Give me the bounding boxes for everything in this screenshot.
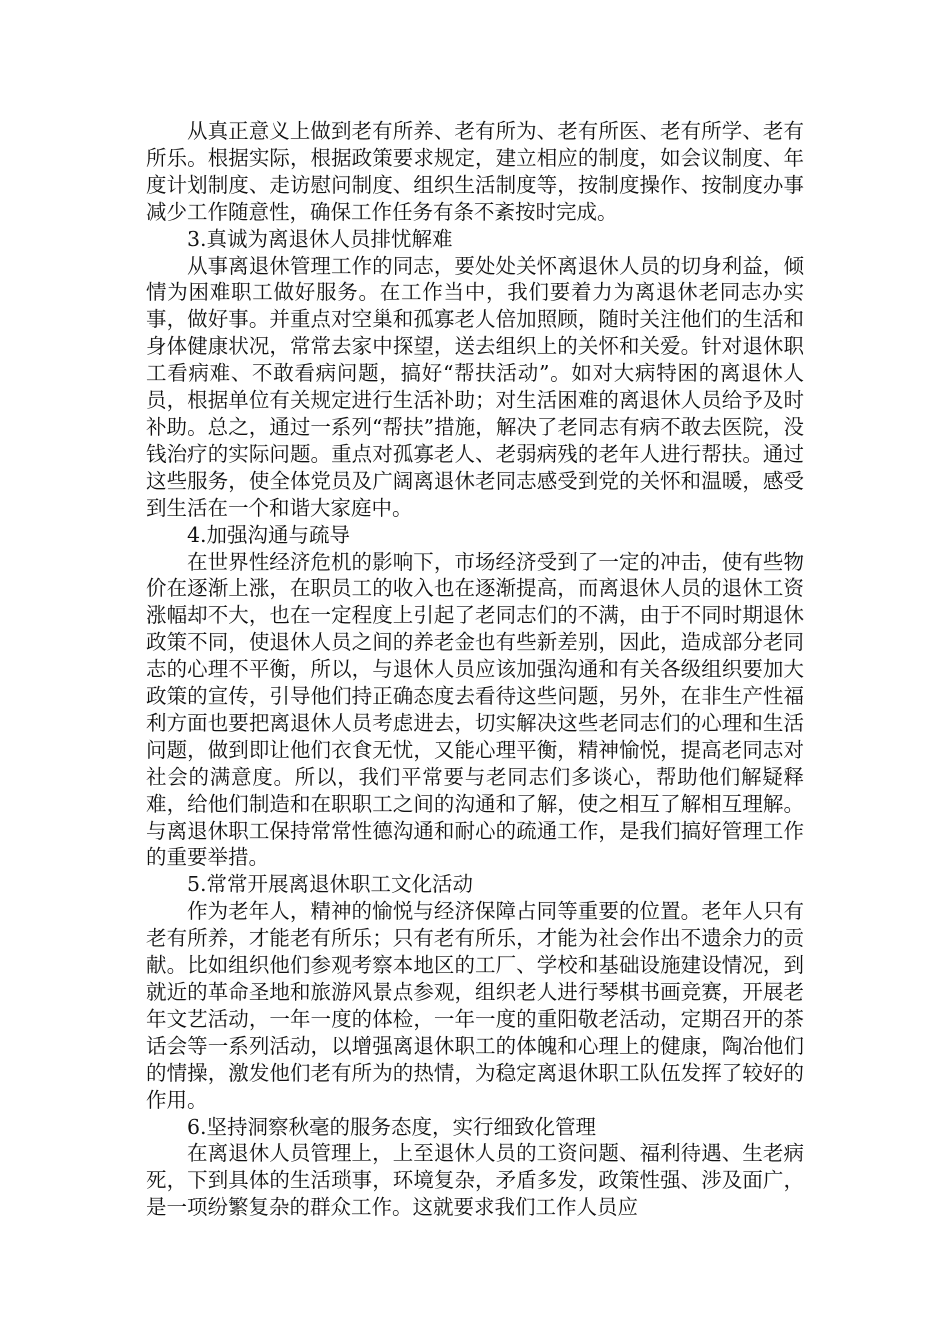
document-body <box>146 118 804 1221</box>
section-heading-4: 4.加强沟通与疏导 <box>187 522 351 547</box>
section-heading-5: 5.常常开展离退休职工文化活动 <box>187 872 474 897</box>
section-heading-6: 6.坚持洞察秋毫的服务态度，实行细致化管理 <box>187 1114 597 1139</box>
paragraph-section-5: 作为老年人，精神的愉悦与经济保障占同等重要的位置。老年人只有老有所养，才能老有所乐；只有老有所乐，才能为社会作出不遗余力的贡献。比如组织他们参观考察本地区的工厂、学校和基础设施建设情况，到就近的革命圣地和旅游风景点参观，组织老人进行琴棋书画竞赛，开展老年文艺活动，一年一度的体检，一年一度的重阳敬老活动，定期召开的茶话会等一系列活动，以增强离退休职工的体魄和心理上的健康，陶冶他们的情操，激发他们老有所为的热情，为稳定离退休职工队伍发挥了较好的作用。 <box>146 899 804 1112</box>
paragraph-section-6: 在离退休人员管理上，上至退休人员的工资问题、福利待遇、生老病死，下到具体的生活琐事，环境复杂，矛盾多发，政策性强、涉及面广，是一项纷繁复杂的群众工作。这就要求我们工作人员应 <box>146 1141 804 1220</box>
paragraph-section-3: 从事离退休管理工作的同志，要处处关怀离退休人员的切身利益，倾情为困难职工做好服务。在工作当中，我们要着力为离退休老同志办实事，做好事。并重点对空巢和孤寡老人倍加照顾，随时关注他们的生活和身体健康状况，常常去家中探望，送去组织上的关怀和关爱。针对退休职工看病难、不敢看病问题，搞好“帮扶活动”。如对大病特困的离退休人员，根据单位有关规定进行生活补助；对生活困难的离退休人员给予及时补助。总之，通过一系列“帮扶”措施，解决了老同志有病不敢去医院，没钱治疗的实际问题。重点对孤寡老人、老弱病残的老年人进行帮扶。通过这些服务，使全体党员及广阔离退休老同志感受到党的关怀和温暖，感受到生活在一个和谐大家庭中。 <box>146 253 804 520</box>
paragraph-section-4: 在世界性经济危机的影响下，市场经济受到了一定的冲击，使有些物价在逐渐上涨，在职员工的收入也在逐渐提高，而离退休人员的退休工资涨幅却不大，也在一定程度上引起了老同志们的不满，由于不同时期退休政策不同，使退休人员之间的养老金也有些新差别，因此，造成部分老同志的心理不平衡，所以，与退休人员应该加强沟通和有关各级组织要加大政策的宣传，引导他们持正确态度去看待这些问题，另外，在非生产性福利方面也要把离退休人员考虑进去，切实解决这些老同志们的心理和生活问题，做到即让他们衣食无忧，又能心理平衡，精神愉悦，提高老同志对社会的满意度。所以，我们平常要与老同志们多谈心，帮助他们解疑释难，给他们制造和在职职工之间的沟通和了解，使之相互了解相互理解。与离退休职工保持常常性德沟通和耐心的疏通工作，是我们搞好管理工作的重要举措。 <box>146 549 804 870</box>
section-heading-3: 3.真诚为离退休人员排忧解难 <box>187 226 453 251</box>
paragraph-continuation: 从真正意义上做到老有所养、老有所为、老有所医、老有所学、老有所乐。根据实际，根据政策要求规定，建立相应的制度，如会议制度、年度计划制度、走访慰问制度、组织生活制度等，按制度操作、按制度办事减少工作随意性，确保工作任务有条不紊按时完成。 <box>146 119 804 224</box>
